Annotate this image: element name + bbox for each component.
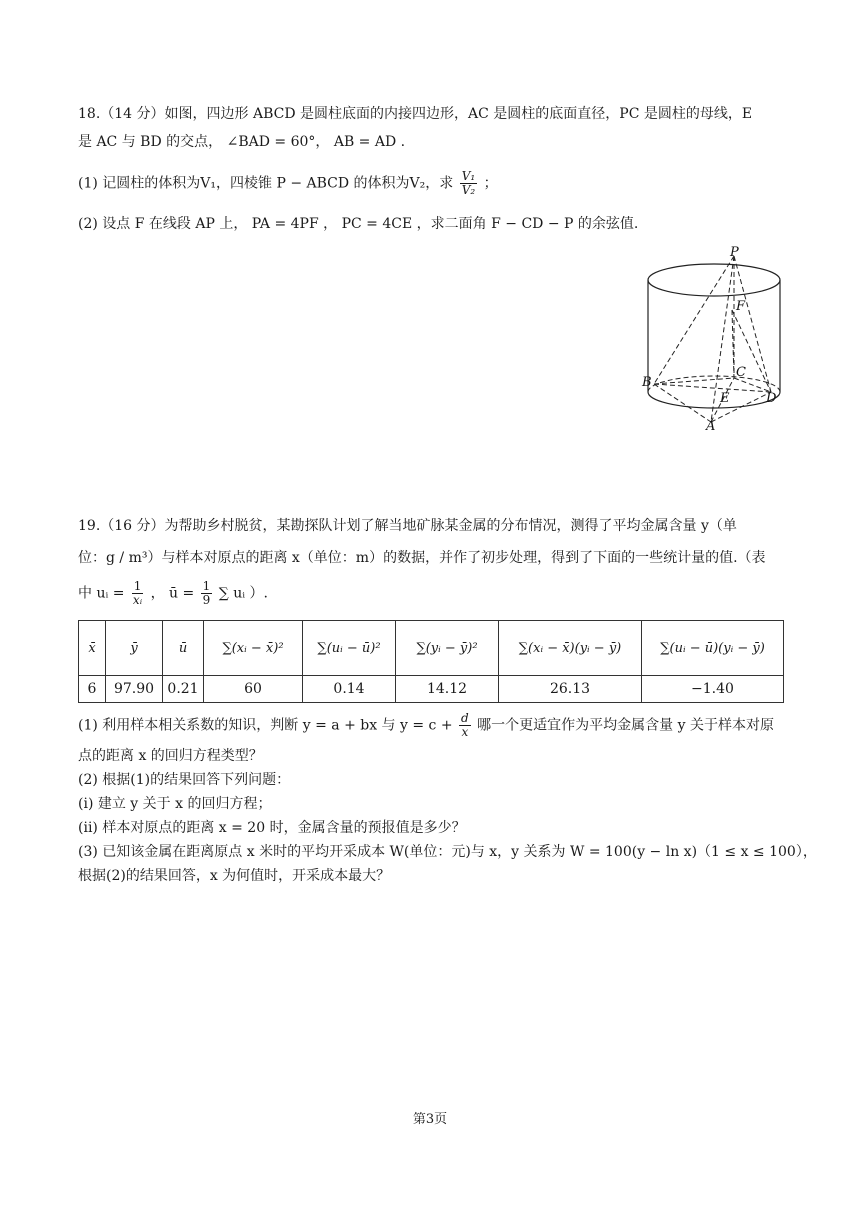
header-y-bar: ȳ — [106, 621, 163, 676]
mean-fraction — [201, 580, 213, 607]
fraction-denominator: xᵢ — [132, 593, 143, 607]
volume-ratio-fraction — [460, 170, 477, 197]
q18-part1-end: ； — [483, 175, 498, 192]
fraction-numerator: 1 — [133, 579, 142, 593]
value-sum-yy: 14.12 — [396, 676, 499, 703]
header-u-bar: ū — [163, 621, 204, 676]
q19-intro-line1: 19.（16 分）为帮助乡村脱贫，某勘探队计划了解当地矿脉某金属的分布情况，测得了平均金属含量 y（单 — [78, 518, 737, 534]
fraction-numerator: d — [461, 711, 469, 725]
edge-PB — [654, 256, 734, 384]
q19-part1-text-b: 哪一个更适宜作为平均金属含量 y 关于样本对原 — [477, 717, 774, 734]
edge-CD — [734, 378, 771, 392]
fraction-numerator: 1 — [202, 579, 211, 593]
label-B: B — [642, 375, 652, 390]
fraction-numerator: V₁ — [461, 169, 476, 183]
q18-part2: (2) 设点 F 在线段 AP 上， PA = 4PF ， PC = 4CE ，求二面角 F − CD − P 的余弦值. — [78, 216, 639, 232]
header-sum-xx: ∑(xᵢ − x̄)² — [204, 621, 303, 676]
header-sum-uy: ∑(uᵢ − ū)(yᵢ − ȳ) — [642, 621, 784, 676]
q19-part3-line2: 根据(2)的结果回答，x 为何值时，开采成本最大？ — [78, 868, 391, 884]
fraction-denominator: V₂ — [461, 183, 476, 197]
model-fraction — [459, 712, 471, 739]
u-definition: 中 uᵢ = — [78, 585, 125, 602]
q19-part3-line1: (3) 已知该金属在距离原点 x 米时的平均开采成本 W(单位：元)与 x，y 关系为 W = 100(y − ln x)（1 ≤ x ≤ 100）， — [78, 844, 817, 860]
q19-part1-text-a: (1) 利用样本相关系数的知识，判断 y = a + bx 与 y = c + — [78, 717, 453, 734]
q19-intro-line2: 位：g / m³）与样本对原点的距离 x（单位：m）的数据，并作了初步处理，得到了下面的一些统计量的值.（表 — [78, 550, 766, 566]
label-E: E — [720, 391, 730, 406]
cylinder-top-ellipse — [648, 264, 780, 296]
value-x-bar: 6 — [79, 676, 106, 703]
q19-part2-ii: (ii) 样本对原点的距离 x = 20 时，金属含量的预报值是多少？ — [78, 820, 466, 836]
value-sum-xx: 60 — [204, 676, 303, 703]
q18-intro-line2: 是 AC 与 BD 的交点， ∠BAD = 60°， AB = AD . — [78, 134, 406, 150]
label-A: A — [706, 419, 716, 430]
q19-part1-line2: 点的距离 x 的回归方程类型？ — [78, 748, 263, 764]
q19-part1-line1 — [78, 712, 774, 739]
q19-intro-line3 — [78, 580, 268, 607]
statistics-table — [78, 620, 784, 703]
edge-AB — [654, 384, 711, 422]
label-P: P — [730, 245, 739, 260]
header-sum-uu: ∑(uᵢ − ū)² — [303, 621, 396, 676]
header-sum-yy: ∑(yᵢ − ȳ)² — [396, 621, 499, 676]
u-fraction — [131, 580, 144, 607]
table-header-row — [79, 621, 784, 676]
value-sum-uu: 0.14 — [303, 676, 396, 703]
value-y-bar: 97.90 — [106, 676, 163, 703]
q19-part2-i: (i) 建立 y 关于 x 的回归方程； — [78, 796, 272, 812]
u-bar-definition: ， ū = — [150, 585, 195, 602]
table-row — [79, 676, 784, 703]
label-F: F — [736, 299, 746, 314]
u-bar-sum: ∑ uᵢ ）. — [218, 585, 268, 602]
header-x-bar: x̄ — [79, 621, 106, 676]
fraction-denominator: 9 — [202, 593, 211, 607]
cylinder-pyramid-figure — [636, 244, 786, 430]
value-sum-xy: 26.13 — [499, 676, 642, 703]
fraction-denominator: x — [461, 725, 469, 739]
edge-BC — [654, 378, 734, 384]
cylinder-bottom-back — [648, 376, 780, 392]
label-D: D — [766, 391, 777, 406]
value-u-bar: 0.21 — [163, 676, 204, 703]
page-number: 第3页 — [412, 1112, 448, 1127]
value-sum-uy: −1.40 — [642, 676, 784, 703]
q19-part2: (2) 根据(1)的结果回答下列问题： — [78, 772, 291, 788]
q18-intro-line1: 18.（14 分）如图，四边形 ABCD 是圆柱底面的内接四边形，AC 是圆柱的底面直径，PC 是圆柱的母线，E — [78, 106, 753, 122]
header-sum-xy: ∑(xᵢ − x̄)(yᵢ − ȳ) — [499, 621, 642, 676]
label-C: C — [736, 365, 746, 380]
q18-part1-text: (1) 记圆柱的体积为V₁，四棱锥 P − ABCD 的体积为V₂，求 — [78, 175, 454, 192]
q18-part1 — [78, 170, 498, 197]
